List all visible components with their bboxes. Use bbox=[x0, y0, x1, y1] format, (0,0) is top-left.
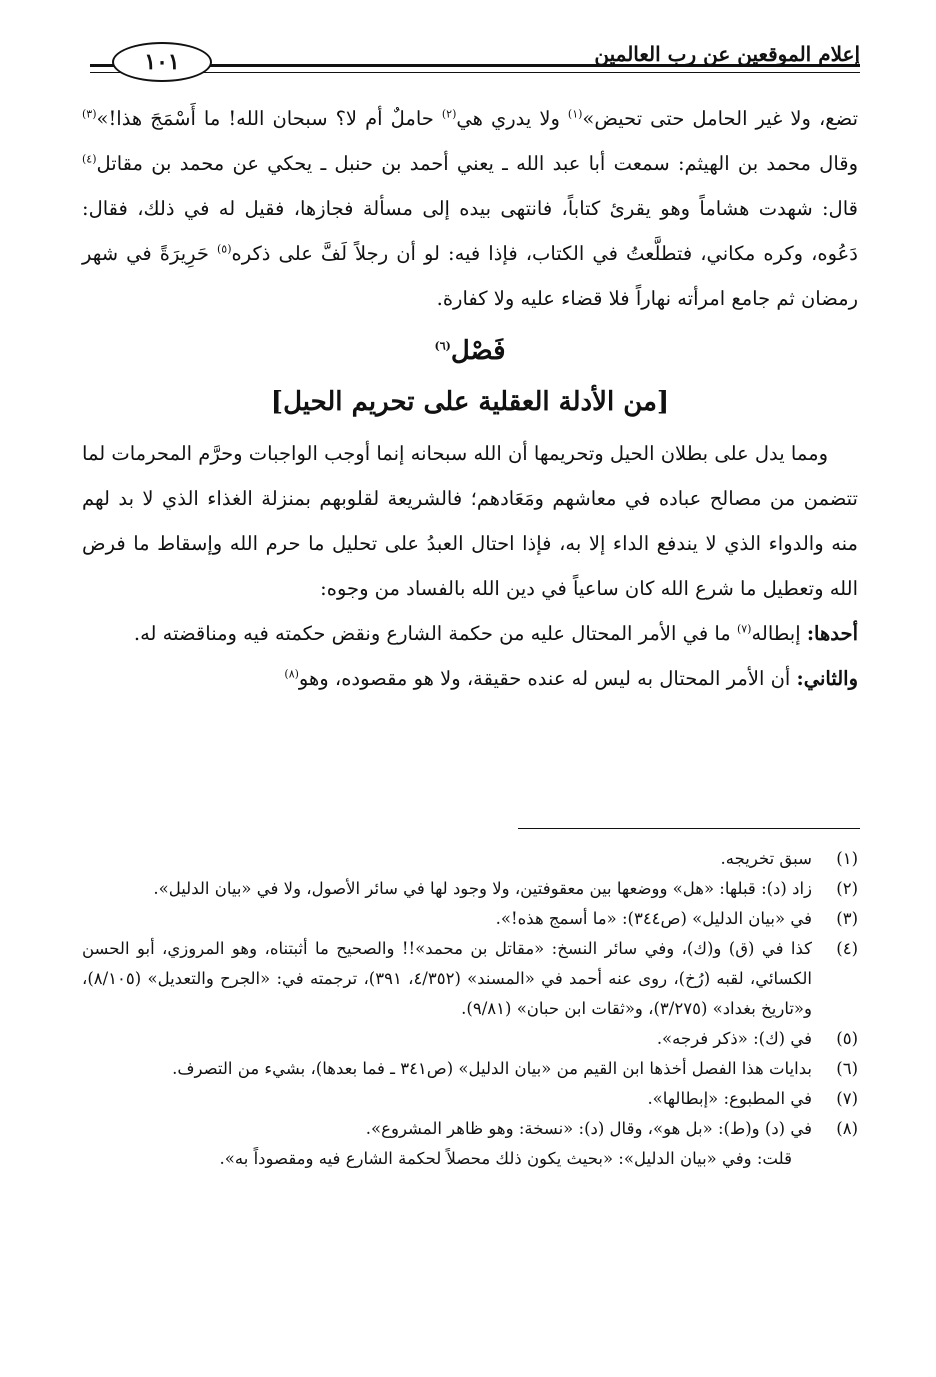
main-text bbox=[82, 96, 858, 701]
footnote-text: في (د) و(ط): «بل هو»، وقال (د): «نسخة: وهو ظاهر المشروع». bbox=[365, 1119, 812, 1138]
footnote-number: (٣) bbox=[836, 909, 858, 928]
paragraph-1 bbox=[82, 96, 858, 321]
paragraph-4 bbox=[82, 656, 858, 701]
point-lead-second: والثاني: bbox=[796, 667, 858, 690]
paragraph-2: ومما يدل على بطلان الحيل وتحريمها أن الله سبحانه إنما أوجب الواجبات وحرَّم المحرمات لما تتضمن من مصالح عباده في معاشهم ومَعَادهم؛ فالشريعة لقلوبهم بمنزلة الغذاء الذي لا بد لهم منه والدواء الذي لا يندفع الداء إلا به، فإذا احتال العبدُ على تحليل ما حرم الله وإسقاط ما فرض الله وتعطيل ما شرع الله كان ساعياً في دين الله بالفساد من وجوه: bbox=[82, 442, 858, 600]
footnote-text: بدايات هذا الفصل أخذها ابن القيم من «بيان الدليل» (ص٣٤١ ـ فما بعدها)، بشيء من التصرف. bbox=[172, 1059, 812, 1078]
footnote-item bbox=[82, 1084, 858, 1114]
footnote-text: زاد (د): قبلها: «هل» ووضعها بين معقوفتين، ولا وجود لها في سائر الأصول، ولا في «بيان الدليل». bbox=[153, 879, 812, 898]
footnote-item bbox=[82, 904, 858, 934]
running-title: إعلام الموقعين عن رب العالمين bbox=[594, 42, 860, 66]
page-header bbox=[90, 38, 860, 92]
footnote-ref-7: (٧) bbox=[736, 622, 752, 636]
footnote-item bbox=[82, 844, 858, 874]
header-rule-thin bbox=[90, 72, 860, 73]
text-run: حاملٌ أم لا؟ سبحان الله! ما أَسْمَجَ هذا!» bbox=[96, 107, 442, 130]
footnote-ref-8: (٨) bbox=[284, 667, 299, 681]
footnote-ref-6: (٦) bbox=[434, 339, 451, 353]
footnote-text: سبق تخريجه. bbox=[720, 849, 812, 868]
footnote-number: (١) bbox=[836, 849, 858, 868]
footnote-number: (٤) bbox=[836, 939, 858, 958]
footnote-ref-2: (٢) bbox=[441, 107, 457, 121]
text-run: وقال محمد بن الهيثم: سمعت أبا عبد الله ـ يعني أحمد بن حنبل ـ يحكي عن محمد بن مقاتل bbox=[96, 152, 858, 175]
footnote-ref-4: (٤) bbox=[82, 152, 97, 166]
text-run: تضع، ولا غير الحامل حتى تحيض» bbox=[582, 107, 858, 130]
footnote-item bbox=[82, 1114, 858, 1144]
section-subtitle: [من الأدلة العقلية على تحريم الحيل] bbox=[270, 387, 670, 417]
footnote-text: كذا في (ق) و(ك)، وفي سائر النسخ: «مقاتل بن محمد»!! والصحيح ما أثبتناه، وهو المروزي، أبو الحسن الكسائي، لقبه (رُخ)، روى عنه أحمد في «المسند» (٤/٣٥٢، ٣٩١)، ترجمته في: «الجرح والتعديل» (٨/١٠٥)، و«تاريخ بغداد» (٣/٢٧٥)، و«ثقات ابن حبان» (٩/٨١). bbox=[82, 939, 813, 1018]
footnote-number: (٢) bbox=[836, 879, 858, 898]
text-run: ما في الأمر المحتال عليه من حكمة الشارع ونقض حكمته فيه ومناقضته له. bbox=[133, 622, 737, 645]
text-run: قال: شهدت هشاماً وهو يقرئ كتاباً، فانتهى بيده إلى مسألة فجازها، فقيل له في ذلك، فقال: دَعُوه، وكره مكاني، فتطلَّعتُ في الكتاب، فإذا فيه: لو أن رجلاً لَفَّ على ذكره bbox=[82, 197, 858, 265]
section-title-text: فَصْل bbox=[450, 336, 506, 366]
footnote-number: (٥) bbox=[836, 1029, 858, 1048]
footnote-ref-1: (١) bbox=[567, 107, 583, 121]
footnote-ref-5: (٥) bbox=[217, 242, 232, 256]
footnote-number: (٦) bbox=[836, 1059, 858, 1078]
point-lead-first: أحدها: bbox=[806, 622, 858, 645]
footnote-number: (٨) bbox=[836, 1119, 858, 1138]
footnote-number: (٧) bbox=[836, 1089, 858, 1108]
footnote-text: في «بيان الدليل» (ص٣٤٤): «ما أسمج هذه!». bbox=[495, 909, 812, 928]
footnote-item bbox=[82, 874, 858, 904]
text-run: حَرِيرَةً في شهر رمضان ثم جامع امرأته نهاراً فلا قضاء عليه ولا كفارة. bbox=[82, 242, 858, 310]
section-title bbox=[82, 325, 858, 377]
text-run: إبطاله bbox=[751, 622, 807, 645]
footnote-continuation: قلت: وفي «بيان الدليل»: «بحيث يكون ذلك محصلاً لحكمة الشارع فيه ومقصوداً به». bbox=[219, 1149, 792, 1168]
footnote-text: في المطبوع: «إبطالها». bbox=[647, 1089, 812, 1108]
page-number: ١٠١ bbox=[112, 42, 212, 82]
text-run: ولا يدري هي bbox=[456, 107, 568, 130]
text-run: أن الأمر المحتال به ليس له عنده حقيقة، ولا هو مقصوده، وهو bbox=[298, 667, 797, 690]
footnote-separator bbox=[518, 828, 860, 829]
footnote-item bbox=[82, 1024, 858, 1054]
footnote-item bbox=[82, 1054, 858, 1084]
footnotes bbox=[82, 844, 858, 1174]
footnote-text: في (ك): «ذكر فرجه». bbox=[656, 1029, 812, 1048]
footnote-item bbox=[82, 934, 858, 1024]
paragraph-3 bbox=[82, 611, 858, 656]
footnote-ref-3: (٣) bbox=[82, 107, 97, 121]
